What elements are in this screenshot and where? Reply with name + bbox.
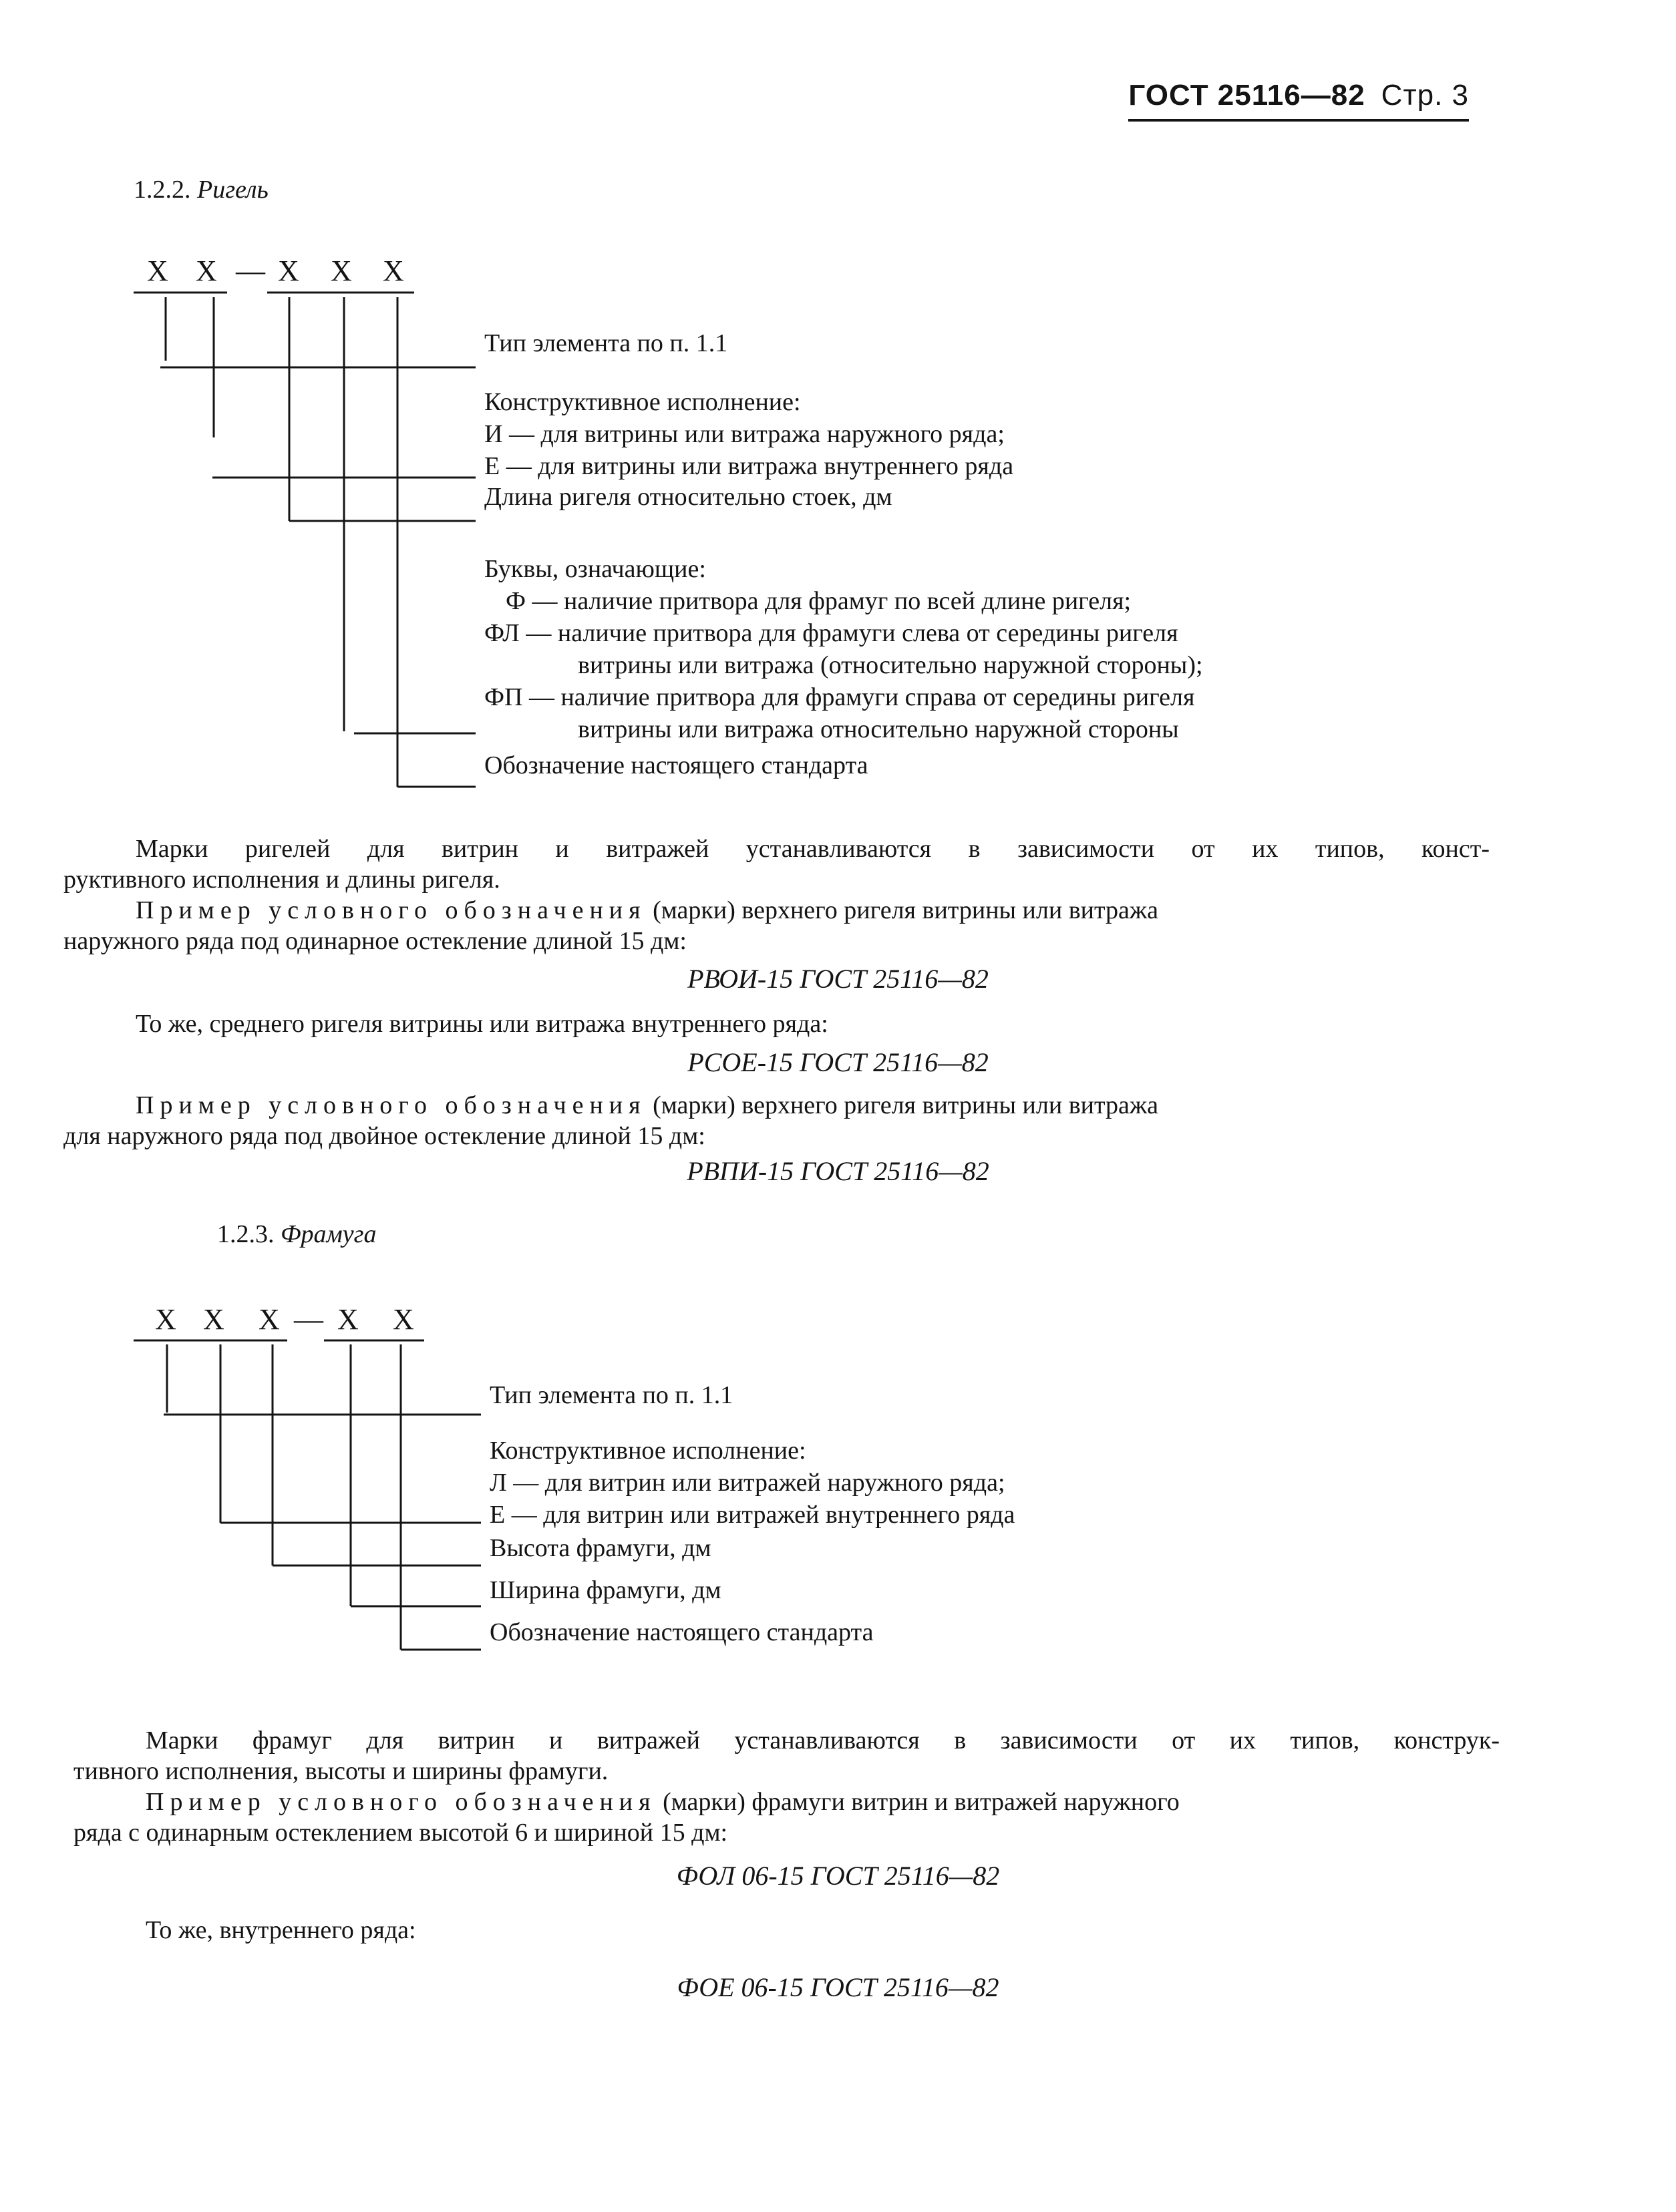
- paragraph-line: тивного исполнения, высоты и ширины фрамуги.: [73, 1757, 609, 1785]
- framuga-label-height: [490, 1532, 711, 1564]
- label-line: витрины или витража (относительно наружной стороны);: [578, 651, 1203, 679]
- label-line: И — для витрины или витража наружного ряда;: [484, 420, 1005, 448]
- label-line: ФП — наличие притвора для фрамуги справа от середины ригеля: [484, 683, 1195, 711]
- paragraph-line: Марки фрамуг для витрин и витражей устанавливаются в зависимости от их типов, конструк-: [146, 1726, 1500, 1755]
- example-text: ряда с одинарным остеклением высотой 6 и шириной 15 дм:: [73, 1819, 728, 1847]
- example-text: (марки) фрамуги витрин и витражей наружного: [663, 1788, 1180, 1816]
- framuga-label-construction: [490, 1435, 1015, 1531]
- framuga-label-standard: [490, 1616, 873, 1648]
- paragraph-line: То же, среднего ригеля витрины или витража внутреннего ряда:: [136, 1010, 828, 1038]
- label-line: Е — для витрин или витражей внутреннего ряда: [490, 1501, 1015, 1529]
- code-char: Х: [337, 1303, 359, 1336]
- label-line: Высота фрамуги, дм: [490, 1534, 711, 1562]
- label-line: Обозначение настоящего стандарта: [490, 1618, 874, 1646]
- label-line: ФЛ — наличие притвора для фрамуги слева от середины ригеля: [484, 619, 1178, 647]
- paragraph-line: Марки ригелей для витрин и витражей устанавливаются в зависимости от их типов, конст-: [136, 835, 1490, 863]
- code-char: Х: [147, 254, 168, 287]
- code-char: Х: [155, 1303, 176, 1336]
- rigel-mark-3: РВПИ-15 ГОСТ 25116—82: [687, 1156, 989, 1186]
- label-line: Ширина фрамуги, дм: [490, 1576, 721, 1604]
- paragraph-line: То же, внутреннего ряда:: [146, 1916, 416, 1944]
- framuga-code-chars: [155, 1303, 414, 1336]
- section-title: Ригель: [197, 176, 269, 204]
- rigel-mark-2: РСОЕ-15 ГОСТ 25116—82: [687, 1047, 989, 1077]
- code-char: Х: [383, 254, 404, 287]
- page-number: Стр. 3: [1381, 79, 1469, 112]
- label-line: Ф — наличие притвора для фрамуг по всей длине ригеля;: [506, 587, 1132, 615]
- example-text: для наружного ряда под двойное остекление длиной 15 дм:: [63, 1122, 705, 1150]
- example-text: наружного ряда под одинарное остекление длиной 15 дм:: [63, 927, 687, 955]
- label-line: Тип элемента по п. 1.1: [490, 1381, 733, 1409]
- section-title: Фрамуга: [281, 1220, 377, 1248]
- example-lead: Пример условного обозначения: [146, 1788, 657, 1816]
- code-char: Х: [278, 254, 299, 287]
- label-line: витрины или витража относительно наружной стороны: [578, 715, 1179, 743]
- section-number: 1.2.3.: [217, 1220, 275, 1248]
- example-lead: Пример условного обозначения: [136, 1091, 647, 1119]
- example-text: (марки) верхнего ригеля витрины или витража: [653, 896, 1159, 924]
- standard-number: ГОСТ 25116—82: [1128, 79, 1365, 112]
- framuga-label-type: [490, 1379, 733, 1411]
- framuga-paragraph: [73, 1725, 1500, 1787]
- code-char: Х: [331, 254, 352, 287]
- rigel-mark-1: РВОИ-15 ГОСТ 25116—82: [687, 964, 989, 994]
- label-line: Е — для витрины или витража внутреннего ряда: [484, 452, 1014, 480]
- label-line: Тип элемента по п. 1.1: [484, 329, 728, 357]
- code-char: Х: [393, 1303, 414, 1336]
- label-line: Длина ригеля относительно стоек, дм: [484, 483, 892, 511]
- code-char: —: [236, 254, 265, 287]
- framuga-mark-1: ФОЛ 06-15 ГОСТ 25116—82: [676, 1861, 1000, 1891]
- framuga-same-1: [73, 1915, 1500, 1946]
- label-line: Обозначение настоящего стандарта: [484, 751, 868, 779]
- code-char: Х: [259, 1303, 280, 1336]
- paragraph-line: руктивного исполнения и длины ригеля.: [63, 866, 500, 894]
- example-lead: Пример условного обозначения: [136, 896, 647, 924]
- label-line: Конструктивное исполнение:: [484, 388, 801, 416]
- label-line: Буквы, означающие:: [484, 555, 706, 583]
- framuga-mark-2: ФОЕ 06-15 ГОСТ 25116—82: [677, 1972, 999, 2002]
- label-line: Л — для витрин или витражей наружного ряда;: [490, 1469, 1005, 1497]
- example-text: (марки) верхнего ригеля витрины или витража: [653, 1091, 1159, 1119]
- code-char: —: [294, 1303, 323, 1336]
- code-char: Х: [203, 1303, 224, 1336]
- code-char: Х: [196, 254, 217, 287]
- label-line: Конструктивное исполнение:: [490, 1437, 806, 1465]
- framuga-example-1: [73, 1787, 1500, 1848]
- framuga-label-width: [490, 1574, 721, 1606]
- section-number: 1.2.2.: [134, 176, 191, 204]
- framuga-tree-lines: [134, 1340, 481, 1650]
